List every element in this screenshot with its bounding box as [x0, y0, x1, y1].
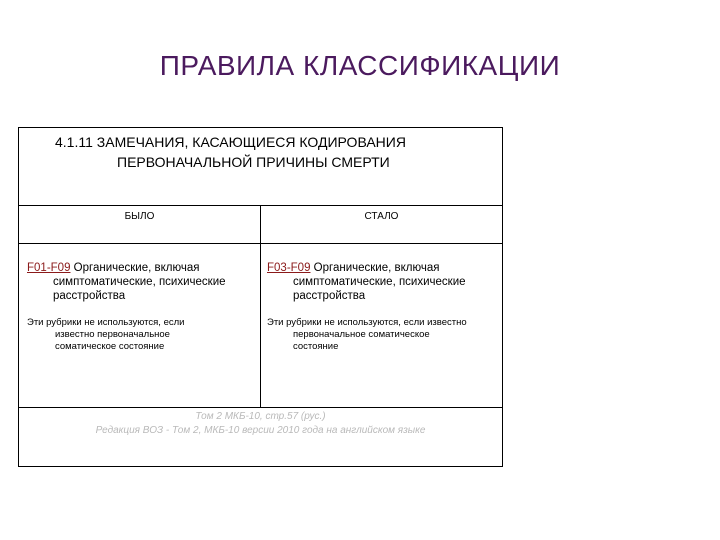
table-header	[19, 128, 502, 206]
before-desc-1: Органические, включая	[70, 262, 200, 274]
slide-title: ПРАВИЛА КЛАССИФИКАЦИИ	[159, 50, 561, 81]
footer-source-1: Том 2 МКБ-10, стр.57 (рус.)	[195, 411, 326, 422]
before-note-2: известно первоначальное	[55, 329, 170, 340]
before-note-1: Эти рубрики не используются, если	[27, 317, 185, 328]
header-line-1: 4.1.11 ЗАМЕЧАНИЯ, КАСАЮЩИЕСЯ КОДИРОВАНИЯ	[55, 134, 406, 150]
before-note-3: соматическое состояние	[55, 341, 165, 352]
after-note-2: первоначальное соматическое	[293, 329, 430, 340]
after-note-1: Эти рубрики не используются, если известно	[267, 317, 467, 328]
table-footer	[19, 408, 502, 466]
before-code: F01-F09	[27, 262, 71, 274]
cell-before	[19, 244, 261, 408]
after-desc-2: симптоматические, психические	[293, 276, 466, 288]
after-code: F03-F09	[267, 262, 311, 274]
column-header-after: СТАЛО	[261, 206, 502, 244]
before-desc-3: расстройства	[53, 290, 126, 302]
after-line-1	[267, 262, 439, 274]
after-desc-3: расстройства	[293, 290, 366, 302]
header-line-2: ПЕРВОНАЧАЛЬНОЙ ПРИЧИНЫ СМЕРТИ	[117, 154, 390, 170]
after-desc-1: Органические, включая	[310, 262, 440, 274]
footer-source-2: Редакция ВОЗ - Том 2, МКБ-10 версии 2010 года на английском языке	[95, 425, 426, 436]
after-note-3: состояние	[293, 341, 339, 352]
before-line-1	[27, 262, 199, 274]
before-desc-2: симптоматические, психические	[53, 276, 226, 288]
column-header-before: БЫЛО	[19, 206, 261, 244]
classification-table	[18, 127, 503, 467]
cell-after	[261, 244, 502, 408]
